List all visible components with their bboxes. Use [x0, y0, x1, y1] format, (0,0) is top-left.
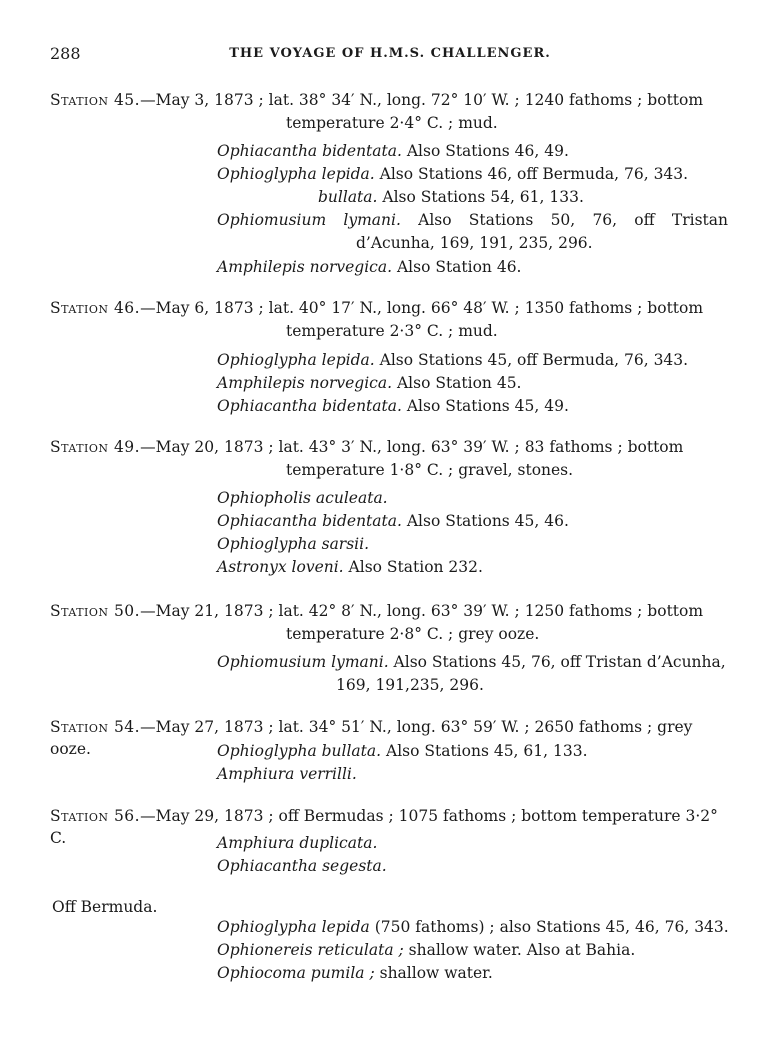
species-name: Amphilepis norvegica.: [217, 374, 393, 392]
species-note: Also Stations 46, off Bermuda, 76, 343.: [374, 165, 689, 183]
species-note: Also Station 45.: [392, 374, 522, 392]
station-label: Station 45.: [50, 91, 141, 109]
station-label: Station 50.: [50, 602, 141, 620]
station-45-heading: [50, 89, 728, 111]
species-note: Also Station 232.: [343, 558, 483, 576]
species-entry: [217, 740, 728, 762]
species-name: Ophiomusium lymani.: [217, 653, 389, 671]
species-entry-continued: [336, 674, 728, 696]
species-entry: [217, 140, 728, 162]
species-note: Also Stations 45, off Bermuda, 76, 343.: [374, 351, 689, 369]
species-note: Also Stations 45, 49.: [401, 397, 569, 415]
station-46-heading: [50, 297, 728, 319]
species-entry: [217, 395, 728, 417]
species-name: Ophioglypha sarsii.: [217, 535, 370, 553]
station-details: —May 6, 1873 ; lat. 40° 17′ N., long. 66° 48′ W. ; 1350 fathoms ; bottom: [140, 299, 704, 317]
species-entry: [217, 832, 728, 854]
species-entry: [318, 186, 728, 208]
species-note: shallow water. Also at Bahia.: [403, 941, 636, 959]
species-entry: [217, 939, 728, 961]
species-name: Ophioglypha bullata.: [217, 742, 382, 760]
species-note: Also Stations 54, 61, 133.: [377, 188, 584, 206]
species-name: Ophiocoma pumila ;: [217, 964, 375, 982]
species-note: Also Station 46.: [392, 258, 522, 276]
species-entry: [217, 916, 728, 938]
species-entry: [217, 855, 728, 877]
species-name: Ophionereis reticulata ;: [217, 941, 404, 959]
species-name: Amphilepis norvegica.: [217, 258, 393, 276]
species-entry-continued: [356, 232, 728, 254]
species-note: d’Acunha, 169, 191, 235, 296.: [356, 234, 593, 252]
species-name: Amphiura verrilli.: [217, 765, 357, 783]
station-details: —May 3, 1873 ; lat. 38° 34′ N., long. 72° 10′ W. ; 1240 fathoms ; bottom: [140, 91, 704, 109]
species-entry: [217, 651, 728, 673]
species-entry: [217, 256, 728, 278]
station-46-temperature: temperature 2·3° C. ; mud.: [286, 322, 498, 340]
page-header: [50, 44, 730, 66]
species-note: Also Stations 45, 61, 133.: [381, 742, 588, 760]
species-entry: [217, 163, 728, 185]
species-note: Also Stations 45, 46.: [401, 512, 569, 530]
station-details: —May 29, 1873 ; off Bermudas ; 1075 fathoms ; bottom temperature 3·2° C.: [50, 807, 718, 847]
station-label: Station 49.: [50, 438, 141, 456]
species-note: Also Stations 45, 76, off Tristan d’Acunha,: [388, 653, 726, 671]
running-head: THE VOYAGE OF H.M.S. CHALLENGER.: [229, 46, 551, 61]
species-name: Ophiacantha bidentata.: [217, 512, 402, 530]
species-name: Ophiomusium lymani.: [217, 211, 401, 229]
station-50-temperature: temperature 2·8° C. ; grey ooze.: [286, 625, 540, 643]
species-entry: [217, 533, 728, 555]
species-name: Ophiacantha bidentata.: [217, 142, 402, 160]
species-entry: [217, 209, 728, 231]
species-name: Ophiacantha bidentata.: [217, 397, 402, 415]
species-name: Ophiopholis aculeata.: [217, 489, 388, 507]
species-entry: [217, 556, 728, 578]
page-number: 288: [50, 44, 81, 63]
station-details: —May 21, 1873 ; lat. 42° 8′ N., long. 63° 39′ W. ; 1250 fathoms ; bottom: [140, 602, 704, 620]
species-note: Also Stations 46, 49.: [401, 142, 569, 160]
station-49-heading: [50, 436, 728, 458]
species-name: Ophioglypha lepida.: [217, 165, 375, 183]
species-name: bullata.: [318, 188, 378, 206]
species-entry: [217, 763, 728, 785]
off-bermuda-heading: Off Bermuda.: [52, 898, 158, 916]
station-49-temperature: temperature 1·8° C. ; gravel, stones.: [286, 461, 574, 479]
station-label: Station 54.: [50, 718, 141, 736]
species-name: Astronyx loveni.: [217, 558, 344, 576]
species-name: Amphiura duplicata.: [217, 834, 378, 852]
species-entry: [217, 510, 728, 532]
station-50-heading: [50, 600, 728, 622]
species-note: 169, 191,235, 296.: [336, 676, 484, 694]
species-entry: [217, 372, 728, 394]
station-details: —May 20, 1873 ; lat. 43° 3′ N., long. 63° 39′ W. ; 83 fathoms ; bottom: [140, 438, 684, 456]
species-name: Ophiacantha segesta.: [217, 857, 387, 875]
species-note: (750 fathoms) ; also Stations 45, 46, 76, 343.: [369, 918, 729, 936]
species-name: Ophioglypha lepida.: [217, 351, 375, 369]
species-entry: [217, 962, 728, 984]
species-name: Ophioglypha lepida: [217, 918, 370, 936]
species-note: shallow water.: [374, 964, 493, 982]
species-note: Also Stations 50, 76, off Tristan: [400, 211, 728, 229]
station-details: —May 27, 1873 ; lat. 34° 51′ N., long. 63° 59′ W. ; 2650 fathoms ; grey ooze.: [50, 718, 693, 758]
station-label: Station 46.: [50, 299, 141, 317]
species-entry: [217, 487, 728, 509]
station-label: Station 56.: [50, 807, 141, 825]
station-45-temperature: temperature 2·4° C. ; mud.: [286, 114, 498, 132]
species-entry: [217, 349, 728, 371]
